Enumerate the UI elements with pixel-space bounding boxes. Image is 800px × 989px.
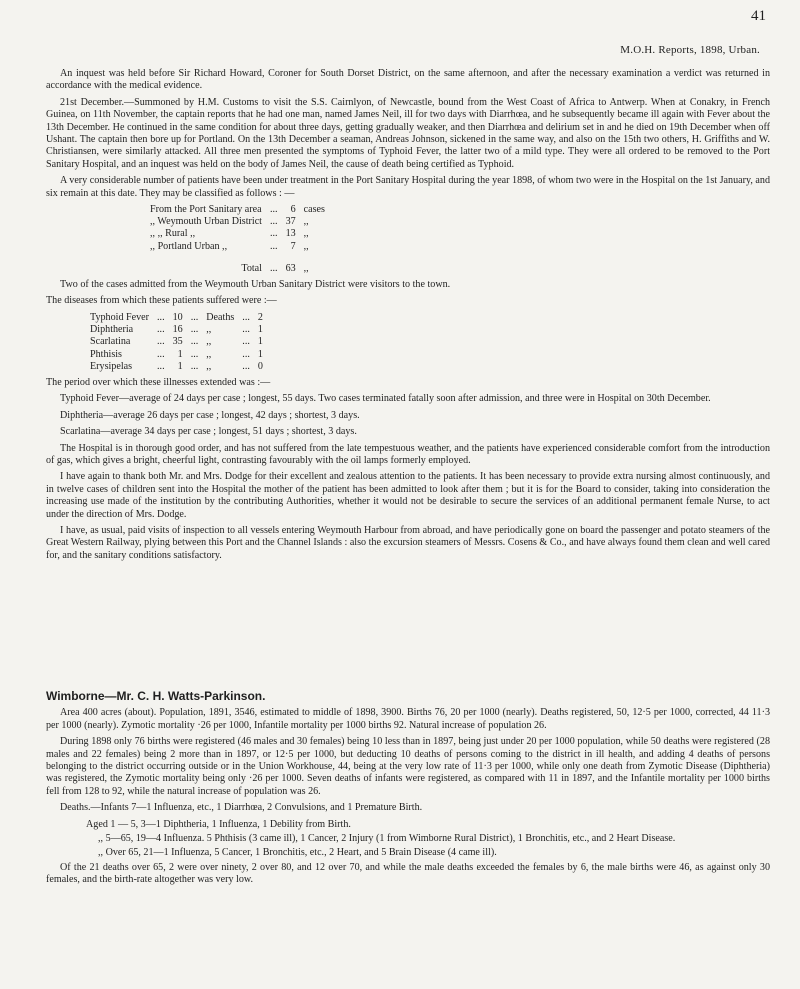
disease-cases: 1: [177, 360, 183, 372]
leader-dots: ...: [269, 240, 278, 252]
deaths-label: Deaths: [206, 311, 235, 323]
total-count: 63: [285, 262, 296, 274]
paragraph-thanks-dodge: I have again to thank both Mr. and Mrs. Dodge for their excellent and zealous attention to the patients. It has been necessary to provide extra nursing almost continuously, and in twelve cases of children sent into the Hospital the mother of the patient has been admitted to look after them ; but it is for the Board to consider, taking into consideration the increasing use made of the institution by the contributing Authorities, whether it would not be desirable to secure the services of an additional permanent female Nurse, to act under the direction of Mrs. Dodge.: [46, 471, 770, 520]
case-unit: ,,: [303, 240, 309, 252]
district-label: From the Port Sanitary area: [150, 204, 262, 216]
paragraph-cairnlyon: 21st December.—Summoned by H.M. Customs to visit the S.S. Cairnlyon, of Newcastle, bound from the West Coast of Africa to Antwerp. When at Conakry, in French Guinea, on 11th November, the captain reports that he had one man, named James Neil, ill for two days with Diarrhœa, and he subsequently became ill again with Fever about the 13th December. He continued in the same condition for about three days, getting gradually weaker, and then Diarrhœa and delirium set in and he died on 19th December when off Ushant. The captain then bore up for Portland. On the 13th December a seaman, Andreas Johnson, sickened in the same way, and also on the 15th two others, H. Griffiths and W. Christiansen, were similarly attacked. All three men presented the symptoms of Typhoid Fever, the latter two of a mild type. They were all ordered to be removed to the Port Sanitary Hospital, and an inquest was held on the body of James Neil, the cause of death being certified as Typhoid.: [46, 96, 770, 170]
table-total-row: [146, 253, 329, 275]
wimborne-section: [46, 690, 770, 891]
case-count: 13: [285, 228, 296, 240]
paragraph-scarlatina-period: Scarlatina—average 34 days per case ; longest, 51 days ; shortest, 3 days.: [60, 426, 357, 438]
disease-cases: 35: [172, 336, 183, 348]
table-row: [146, 216, 329, 228]
disease-deaths: 1: [257, 348, 263, 360]
aged-1-5-line: Aged 1 — 5, 3—1 Diphtheria, 1 Influenza, 1 Debility from Birth.: [86, 818, 351, 830]
leader-dots: ...: [242, 324, 250, 336]
deaths-label: ,,: [206, 360, 212, 372]
leader-dots: ...: [269, 228, 278, 240]
leader-dots: ...: [190, 360, 199, 372]
disease-name: Diphtheria: [90, 324, 134, 336]
case-count: 37: [285, 216, 296, 228]
table-row: [86, 349, 267, 361]
disease-deaths: 1: [257, 324, 263, 336]
case-unit: ,,: [303, 228, 309, 240]
paragraph-hospital-patients: A very considerable number of patients have been under treatment in the Port Sanitary Hospital during the year 1898, of whom two were in the Hospital on the 1st January, and six remain at this date. They may be classified as follows : —: [46, 175, 770, 199]
leader-dots: ...: [242, 348, 250, 360]
port-sanitary-report: [46, 68, 770, 566]
disease-name: Phthisis: [90, 348, 122, 360]
paragraph-hospital-order: The Hospital is in thorough good order, and has not suffered from the late tempestuous weather, and the patients have experienced considerable comfort from the introduction of gas, which gives a bright, cheerful light, contrasting favourably with the oil lamps formerly employed.: [46, 442, 770, 466]
leader-dots: ...: [157, 324, 165, 336]
table-row: [86, 324, 267, 336]
section-title: Wimborne—Mr. C. H. Watts-Parkinson.: [46, 689, 266, 703]
deaths-label: ,,: [206, 336, 212, 348]
deaths-label: ,,: [206, 348, 212, 360]
district-label: ,, Weymouth Urban District: [150, 216, 262, 228]
paragraph-wimborne-births-deaths: During 1898 only 76 births were registered (46 males and 30 females) being 10 less than in 1897, being just under 20 per 1000 population, while 50 deaths were registered (28 males and 22 females) being 2 more than in 1897, or 12·5 per 1000, but deducting 10 deaths of persons coming to the district in ill health, and adding 4 deaths of persons belonging to the district occurring outside or in the Union Workhouse, 44, being at the very low rate of 11·3 per 1000, while only one death from Zymotic Disease (Diphtheria) was registered, the Zymotic mortality being only ·26 per 1000. Seven deaths of infants were registered, as compared with 11 in 1897, and the Infantile mortality per 1000 births fell from 128 to 92, while the natural increase of population was 26.: [46, 736, 770, 797]
disease-cases: 1: [177, 348, 183, 360]
paragraph-diseases-intro: The diseases from which these patients suffered were :—: [46, 295, 277, 307]
leader-dots: ...: [269, 204, 278, 216]
leader-dots: ...: [269, 262, 278, 274]
table-row: [146, 204, 329, 216]
page-number: 41: [751, 8, 766, 24]
leader-dots: ...: [269, 216, 278, 228]
leader-dots: ...: [190, 348, 199, 360]
disease-cases: 10: [172, 311, 183, 323]
paragraph-inspection-visits: I have, as usual, paid visits of inspection to all vessels entering Weymouth Harbour from abroad, and have periodically gone on board the passenger and potato steamers of the Great Western Railway, plying between this Port and the Channel Islands : also the excursion steamers of Messrs. Cosens & Co., and have always found them clean and well cared for, and the sanitary conditions satisfactory.: [46, 524, 770, 561]
leader-dots: ...: [157, 348, 165, 360]
table-row: [86, 312, 267, 324]
leader-dots: ...: [157, 311, 165, 323]
leader-dots: ...: [190, 311, 199, 323]
leader-dots: ...: [157, 360, 165, 372]
disease-name: Scarlatina: [90, 336, 131, 348]
disease-name: Typhoid Fever: [90, 311, 150, 323]
paragraph-period-intro: The period over which these illnesses extended was :—: [46, 376, 271, 388]
deaths-label: ,,: [206, 324, 212, 336]
disease-name: Erysipelas: [90, 360, 133, 372]
case-count: 6: [290, 204, 296, 216]
running-header: M.O.H. Reports, 1898, Urban.: [620, 44, 760, 56]
leader-dots: ...: [242, 360, 250, 372]
disease-cases: 16: [172, 324, 183, 336]
leader-dots: ...: [190, 324, 199, 336]
paragraph-deaths-infants: Deaths.—Infants 7—1 Influenza, etc., 1 Diarrhœa, 2 Convulsions, and 1 Premature Birth.: [60, 802, 423, 814]
case-unit: ,,: [303, 216, 309, 228]
disease-deaths: 1: [257, 336, 263, 348]
total-label: Total: [241, 262, 262, 274]
leader-dots: ...: [242, 336, 250, 348]
table-row: [146, 228, 329, 240]
aged-over-65-line: ,, Over 65, 21—1 Influenza, 5 Cancer, 1 Bronchitis, etc., 2 Heart, and 5 Brain Disease (4 came ill).: [98, 847, 497, 859]
leader-dots: ...: [157, 336, 165, 348]
disease-deaths: 0: [257, 360, 263, 372]
paragraph-inquest: An inquest was held before Sir Richard Howard, Coroner for South Dorset District, on the same afternoon, and after the necessary examination a verdict was returned in accordance with the medical evidence.: [46, 68, 770, 92]
paragraph-visitors: Two of the cases admitted from the Weymouth Urban Sanitary District were visitors to the town.: [60, 279, 451, 291]
cases-by-district-table: [146, 204, 329, 275]
aged-5-65-line: ,, 5—65, 19—4 Influenza. 5 Phthisis (3 came ill), 1 Cancer, 2 Injury (1 from Wimborne Rural District), 1 Bronchitis, etc., and 2 Heart Disease.: [98, 833, 676, 845]
disease-deaths: 2: [257, 311, 263, 323]
leader-dots: ...: [190, 336, 199, 348]
table-row: [146, 241, 329, 253]
table-row: [86, 336, 267, 348]
case-count: 7: [290, 240, 296, 252]
case-unit: ,,: [303, 262, 309, 274]
case-unit: cases: [303, 204, 325, 216]
paragraph-wimborne-summary: Area 400 acres (about). Population, 1891, 3546, estimated to middle of 1898, 3900. Births 76, 20 per 1000 (nearly). Deaths registered, 50, 12·5 per 1000, corrected, 44 11·3 per 1000 (nearly). Zymotic mortality ·26 per 1000, Infantile mortality per 1000 births 92. Natural increase of population 26.: [46, 707, 770, 731]
diseases-table: [86, 312, 267, 373]
paragraph-deaths-over-65: Of the 21 deaths over 65, 2 were over ninety, 2 over 80, and 12 over 70, and while the male deaths exceeded the females by 6, the male births were 46, as against only 30 females, and the birth-rate altogether was very low.: [46, 861, 770, 886]
paragraph-typhoid-period: Typhoid Fever—average of 24 days per case ; longest, 55 days. Two cases terminated fatally soon after admission, and three were in Hospital on 30th December.: [60, 393, 711, 405]
district-label: ,, Portland Urban ,,: [150, 240, 228, 252]
table-row: [86, 361, 267, 373]
district-label: ,, ,, Rural ,,: [150, 228, 196, 240]
leader-dots: ...: [242, 311, 250, 323]
paragraph-diphtheria-period: Diphtheria—average 26 days per case ; longest, 42 days ; shortest, 3 days.: [60, 409, 360, 421]
